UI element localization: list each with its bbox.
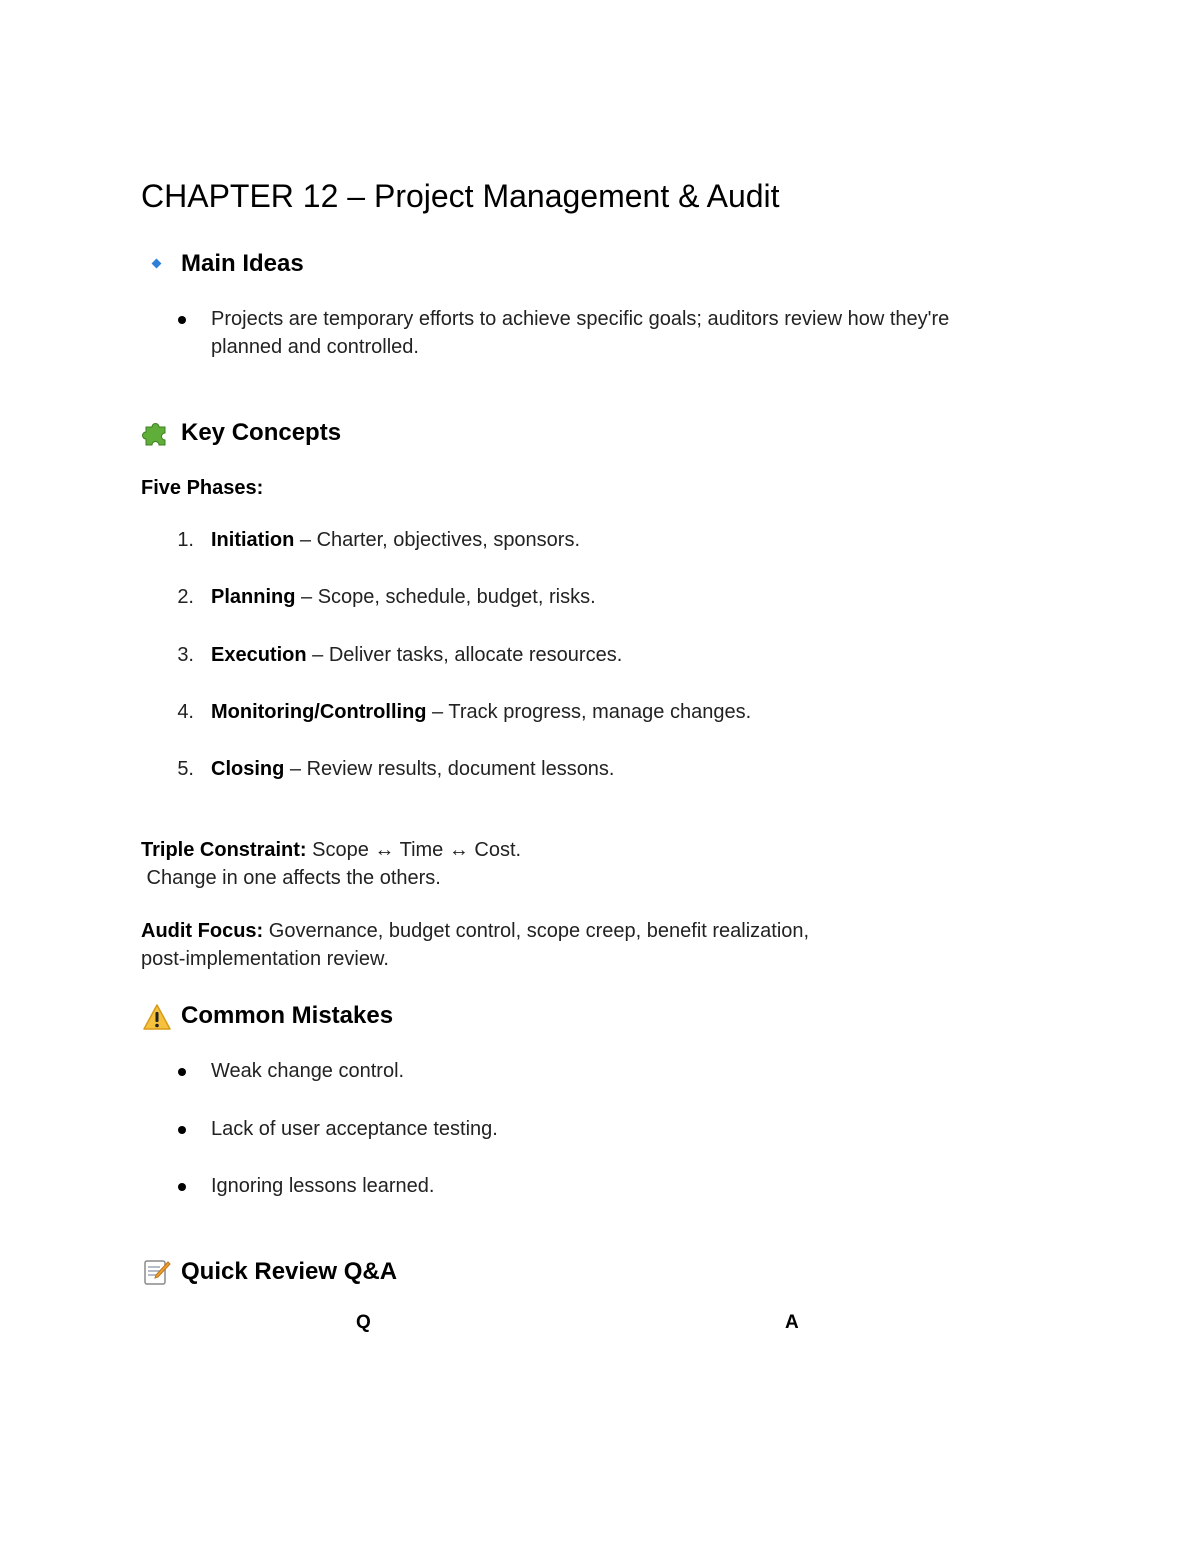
phase-number: 3. (177, 644, 194, 666)
triple-constraint-line-2: Change in one affects the others. (141, 867, 441, 889)
mistake-item: Ignoring lessons learned. (211, 1175, 435, 1197)
phase-item-closing (211, 755, 615, 783)
phase-number: 1. (177, 529, 194, 551)
main-idea-line-1: Projects are temporary efforts to achieve specific goals; auditors review how they're (211, 308, 950, 330)
quick-review-heading: Quick Review Q&A (181, 1258, 398, 1285)
phase-desc: – Deliver tasks, allocate resources. (306, 644, 623, 666)
phase-number: 5. (177, 758, 194, 780)
audit-focus-line-2: post-implementation review. (141, 948, 389, 970)
phase-item-planning (211, 583, 596, 611)
puzzle-piece-icon (142, 418, 172, 448)
mistake-item: Lack of user acceptance testing. (211, 1118, 498, 1140)
page-title: CHAPTER 12 – Project Management & Audit (141, 178, 780, 214)
phase-desc: – Track progress, manage changes. (426, 701, 752, 723)
phase-desc: – Charter, objectives, sponsors. (294, 529, 581, 551)
memo-icon (142, 1257, 172, 1287)
phase-number: 4. (177, 701, 194, 723)
phase-name: Planning (211, 586, 296, 608)
phase-item-initiation (211, 526, 580, 554)
bullet-icon (178, 1183, 186, 1191)
audit-focus-line-1 (141, 917, 809, 945)
bullet-icon (178, 316, 186, 324)
main-idea-line-2: planned and controlled. (211, 336, 419, 358)
bullet-icon (178, 1068, 186, 1076)
warning-icon (142, 1002, 172, 1032)
audit-focus-text: Governance, budget control, scope creep, benefit realization, (263, 920, 810, 942)
column-header-a: A (785, 1312, 799, 1333)
phase-name: Execution (211, 644, 307, 666)
mistake-item: Weak change control. (211, 1060, 405, 1082)
phase-item-execution (211, 641, 622, 669)
triple-constraint-label: Triple Constraint: (141, 839, 307, 861)
phase-name: Initiation (211, 529, 295, 551)
bullet-icon (178, 1126, 186, 1134)
phase-name: Closing (211, 758, 285, 780)
phase-number: 2. (177, 586, 194, 608)
phase-name: Monitoring/Controlling (211, 701, 427, 723)
phase-desc: – Scope, schedule, budget, risks. (295, 586, 596, 608)
common-mistakes-heading: Common Mistakes (181, 1002, 394, 1029)
triple-constraint-text: Scope ↔ Time ↔ Cost. (306, 839, 522, 861)
blue-diamond-icon (152, 259, 162, 269)
triple-constraint-line-1 (141, 836, 521, 864)
column-header-q: Q (356, 1312, 371, 1333)
key-concepts-heading: Key Concepts (181, 419, 342, 446)
phase-desc: – Review results, document lessons. (284, 758, 615, 780)
main-ideas-heading: Main Ideas (181, 250, 304, 277)
audit-focus-label: Audit Focus: (141, 920, 264, 942)
phase-item-monitoring (211, 698, 751, 726)
five-phases-label: Five Phases: (141, 477, 264, 499)
